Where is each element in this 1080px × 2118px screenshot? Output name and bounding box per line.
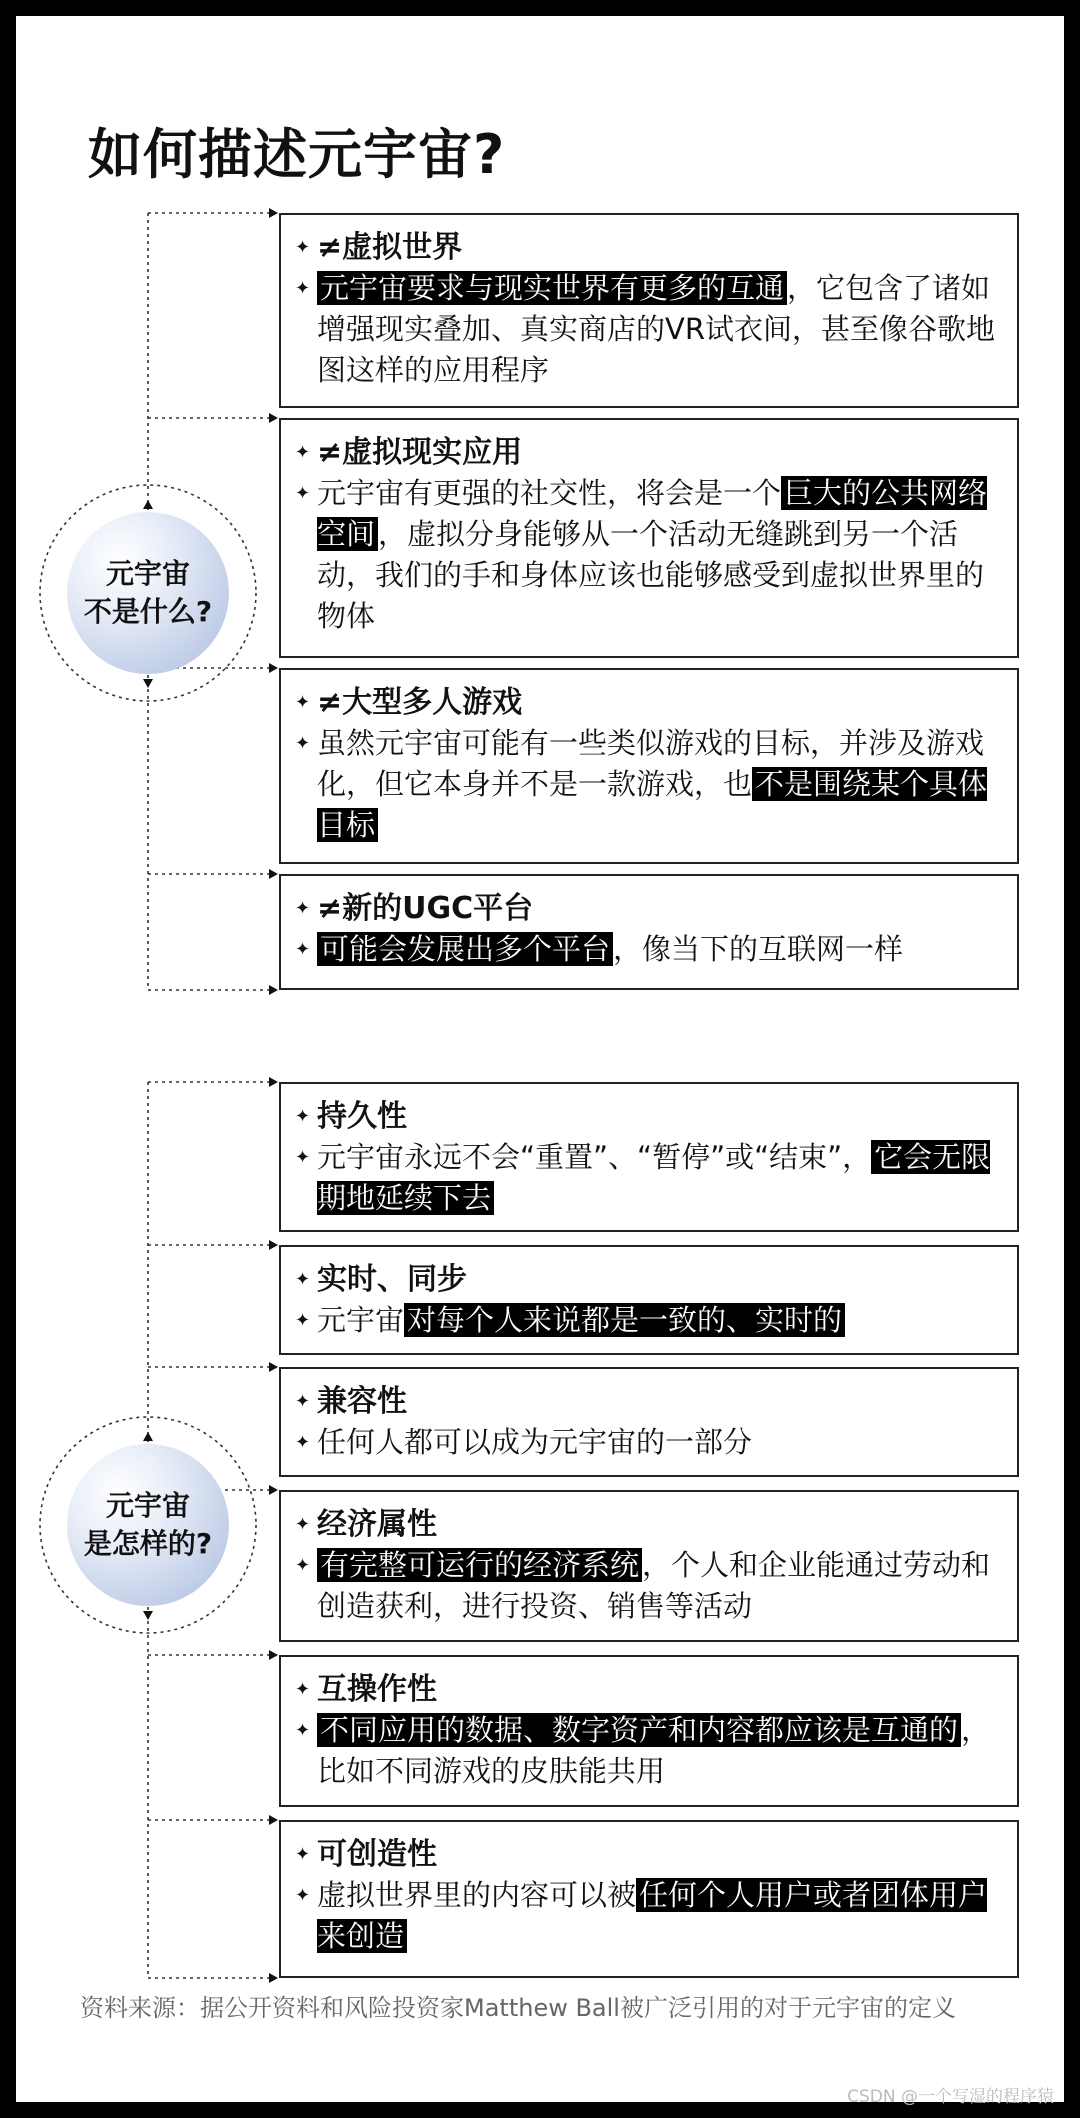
arrow-right-icon xyxy=(269,1815,278,1825)
arrow-down-icon xyxy=(143,679,153,688)
highlighted-text: 巨大的公共网络空间 xyxy=(317,476,988,551)
sparkle-bullet-icon: ✦ xyxy=(295,692,311,713)
watermark: CSDN @一个写湿的程序猿 xyxy=(847,2087,1054,2107)
body-text: 元宇宙 xyxy=(317,1303,405,1337)
item-body-line xyxy=(295,268,1001,391)
body-text: 虚拟世界里的内容可以被 xyxy=(317,1878,637,1912)
item-heading-line xyxy=(295,1259,1001,1300)
sparkle-bullet-icon: ✦ xyxy=(295,237,311,258)
item-body-line xyxy=(295,473,1001,637)
sparkle-bullet-icon: ✦ xyxy=(295,1310,311,1331)
sparkle-bullet-icon: ✦ xyxy=(295,1844,311,1865)
item-heading-line xyxy=(295,432,1001,473)
item-heading: ≠虚拟现实应用 xyxy=(317,435,523,470)
arrow-right-icon xyxy=(269,869,278,879)
sparkle-bullet-icon: ✦ xyxy=(295,442,311,463)
section-circle-is xyxy=(67,1444,229,1606)
sparkle-bullet-icon: ✦ xyxy=(295,898,311,919)
item-body-line xyxy=(295,1875,1001,1957)
arrow-right-icon xyxy=(269,1485,278,1495)
item-heading: 互操作性 xyxy=(317,1672,437,1707)
body-text: ，它包含了诸如增强现实叠加、真实商店的VR试衣间，甚至像谷歌地图这样的应用程序 xyxy=(317,271,995,387)
circle-line: 是怎样的? xyxy=(83,1527,213,1560)
arrow-right-icon xyxy=(269,663,278,673)
sparkle-bullet-icon: ✦ xyxy=(295,278,311,299)
item-box xyxy=(279,213,1019,408)
circle-line: 不是什么? xyxy=(83,595,213,628)
circle-line: 元宇宙 xyxy=(105,557,190,590)
sparkle-bullet-icon: ✦ xyxy=(295,1147,311,1168)
item-body-line xyxy=(295,1545,1001,1627)
body-text: ，像当下的互联网一样 xyxy=(613,932,904,966)
sparkle-bullet-icon: ✦ xyxy=(295,1269,311,1290)
highlighted-text: 它会无限期地延续下去 xyxy=(317,1140,991,1215)
item-box xyxy=(279,1082,1019,1232)
sparkle-bullet-icon: ✦ xyxy=(295,1106,311,1127)
highlighted-text: 不是围绕某个具体目标 xyxy=(317,767,988,842)
item-box xyxy=(279,1490,1019,1642)
arrow-right-icon xyxy=(269,1240,278,1250)
item-box xyxy=(279,1367,1019,1477)
item-heading-line xyxy=(295,1834,1001,1875)
item-body-line xyxy=(295,1137,1001,1219)
item-heading-line xyxy=(295,1669,1001,1710)
item-heading-line xyxy=(295,1504,1001,1545)
highlighted-text: 有完整可运行的经济系统 xyxy=(317,1548,642,1582)
item-heading: ≠大型多人游戏 xyxy=(317,685,523,720)
arrow-right-icon xyxy=(269,413,278,423)
sparkle-bullet-icon: ✦ xyxy=(295,1555,311,1576)
body-text: ，虚拟分身能够从一个活动无缝跳到另一个活动，我们的手和身体应该也能够感受到虚拟世界里的物体 xyxy=(317,517,985,633)
item-heading: 经济属性 xyxy=(317,1507,437,1542)
arrow-right-icon xyxy=(269,985,278,995)
item-heading-line xyxy=(295,227,1001,268)
item-box xyxy=(279,874,1019,990)
item-body-line xyxy=(295,1300,1001,1341)
item-box xyxy=(279,1820,1019,1978)
body-text: ，个人和企业能通过劳动和创造获利，进行投资、销售等活动 xyxy=(317,1548,991,1623)
item-body-line xyxy=(295,1422,1001,1463)
sparkle-bullet-icon: ✦ xyxy=(295,1720,311,1741)
source-note: 资料来源：据公开资料和风险投资家Matthew Ball被广泛引用的对于元宇宙的定义 xyxy=(80,1994,956,2022)
sparkle-bullet-icon: ✦ xyxy=(295,939,311,960)
item-body-line xyxy=(295,929,1001,970)
item-box xyxy=(279,1245,1019,1355)
item-heading-line xyxy=(295,888,1001,929)
item-heading: 持久性 xyxy=(317,1099,407,1134)
item-heading-line xyxy=(295,1381,1001,1422)
sparkle-bullet-icon: ✦ xyxy=(295,733,311,754)
item-heading-line xyxy=(295,682,1001,723)
highlighted-text: 元宇宙要求与现实世界有更多的互通 xyxy=(317,271,787,305)
arrow-right-icon xyxy=(269,1650,278,1660)
item-heading: 实时、同步 xyxy=(317,1262,467,1297)
item-body-line xyxy=(295,723,1001,846)
body-text: 任何人都可以成为元宇宙的一部分 xyxy=(317,1425,753,1459)
body-text: ，比如不同游戏的皮肤能共用 xyxy=(317,1713,991,1788)
arrow-right-icon xyxy=(269,1077,278,1087)
sparkle-bullet-icon: ✦ xyxy=(295,1885,311,1906)
sparkle-bullet-icon: ✦ xyxy=(295,483,311,504)
item-box xyxy=(279,668,1019,864)
highlighted-text: 任何个人用户或者团体用户来创造 xyxy=(317,1878,988,1953)
sparkle-bullet-icon: ✦ xyxy=(295,1514,311,1535)
circle-line: 元宇宙 xyxy=(105,1489,190,1522)
page-title: 如何描述元宇宙? xyxy=(88,123,506,186)
arrow-right-icon xyxy=(269,208,278,218)
section-circle-not xyxy=(67,512,229,674)
item-heading: ≠虚拟世界 xyxy=(317,230,463,265)
body-text: 元宇宙永远不会“重置”、“暂停”或“结束”， xyxy=(317,1140,872,1174)
sparkle-bullet-icon: ✦ xyxy=(295,1679,311,1700)
arrow-right-icon xyxy=(269,1973,278,1983)
highlighted-text: 不同应用的数据、数字资产和内容都应该是互通的 xyxy=(317,1713,961,1747)
item-heading: ≠新的UGC平台 xyxy=(317,891,534,926)
item-body-line xyxy=(295,1710,1001,1792)
body-text: 虽然元宇宙可能有一些类似游戏的目标，并涉及游戏化，但它本身并不是一款游戏，也 xyxy=(317,726,985,801)
sparkle-bullet-icon: ✦ xyxy=(295,1391,311,1412)
arrow-down-icon xyxy=(143,1611,153,1620)
body-text: 元宇宙有更强的社交性，将会是一个 xyxy=(317,476,782,510)
highlighted-text: 对每个人来说都是一致的、实时的 xyxy=(404,1303,845,1337)
arrow-right-icon xyxy=(269,1362,278,1372)
sparkle-bullet-icon: ✦ xyxy=(295,1432,311,1453)
item-heading: 兼容性 xyxy=(317,1384,407,1419)
item-box xyxy=(279,1655,1019,1807)
arrow-up-icon xyxy=(143,500,153,509)
arrow-up-icon xyxy=(143,1432,153,1441)
item-box xyxy=(279,418,1019,658)
highlighted-text: 可能会发展出多个平台 xyxy=(317,932,613,966)
item-heading: 可创造性 xyxy=(317,1837,437,1872)
item-heading-line xyxy=(295,1096,1001,1137)
